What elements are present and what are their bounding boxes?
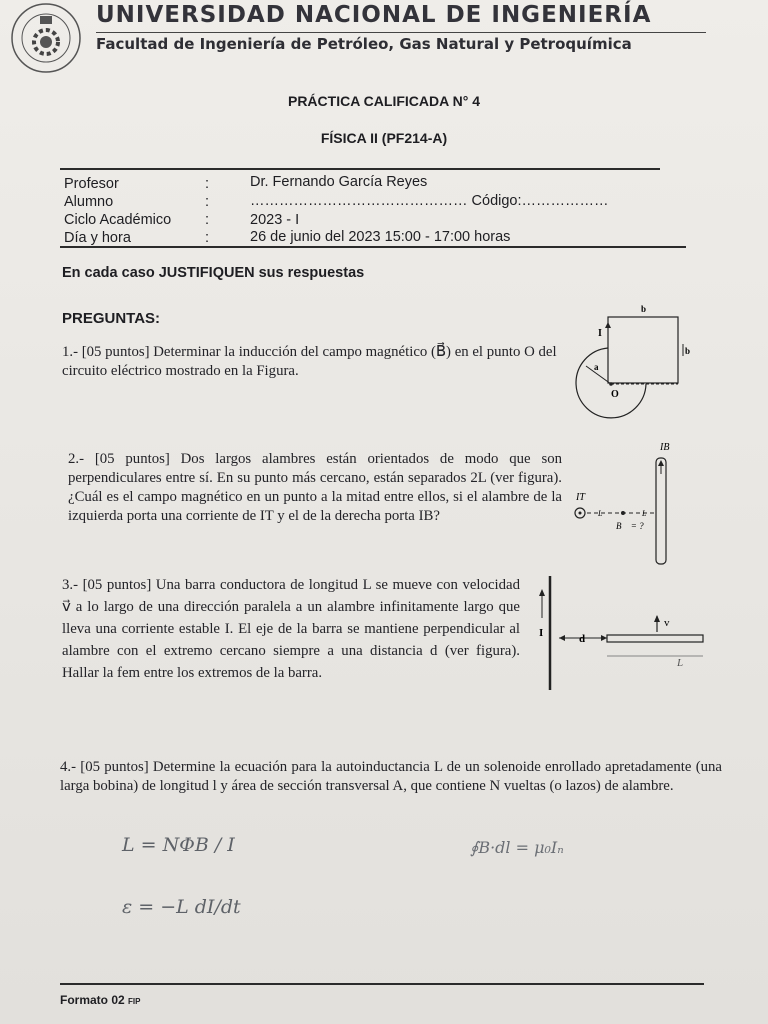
handwritten-inductance-definition: L = NΦB / I bbox=[122, 834, 235, 856]
university-name: UNIVERSIDAD NACIONAL DE INGENIERÍA bbox=[96, 2, 652, 28]
fig2-label-L-right: L bbox=[642, 509, 647, 518]
fig3-label-L: L bbox=[677, 657, 684, 669]
question-4: 4.- [05 puntos] Determine la ecuación para la autoinductancia L de un solenoide enrollado apretadamente (una larga bobina) de longitud l y área de sección transversal A, que contiene N vueltas (o lazos) de alambre. bbox=[60, 759, 722, 794]
figure-2-wires bbox=[568, 436, 688, 570]
figure-1-circuit bbox=[565, 300, 695, 428]
faculty-name: Facultad de Ingeniería de Petróleo, Gas Natural y Petroquímica bbox=[96, 35, 632, 53]
info-top-rule bbox=[60, 168, 660, 170]
question-1: 1.- [05 puntos] Determinar la inducción del campo magnético (B⃗) en el punto O del circuito eléctrico mostrado en la Figura. bbox=[62, 344, 557, 379]
fig2-label-IB: IB bbox=[660, 442, 670, 453]
question-3: 3.- [05 puntos] Una barra conductora de longitud L se mueve con velocidad v⃗ a lo largo de una dirección paralela a un alambre infinitamente largo que lleva una corriente estable I. El eje de la barra se mantiene perpendicular al alambre con el extremo cercano siempre a una distancia d (ver figura). Hallar la fem entre los extremos de la barra. bbox=[62, 577, 520, 681]
fig3-label-v: v bbox=[664, 617, 670, 629]
footer-code: FIP bbox=[128, 997, 141, 1006]
fig3-label-d: d bbox=[579, 633, 586, 645]
fig2-label-IT: IT bbox=[576, 492, 585, 503]
handwritten-emf-equation: ε = −L dI/dt bbox=[122, 896, 241, 918]
info-label-alumno: Alumno bbox=[64, 194, 114, 210]
info-colon: : bbox=[205, 176, 210, 192]
course-title: FÍSICA II (PF214-A) bbox=[320, 130, 448, 146]
fig2-label-B: B⃗ = ? bbox=[616, 521, 644, 531]
info-colon: : bbox=[205, 212, 210, 228]
fig1-label-a: a bbox=[594, 362, 599, 372]
info-value-ciclo: 2023 - I bbox=[250, 212, 300, 228]
footer-rule bbox=[60, 983, 704, 985]
practice-title: PRÁCTICA CALIFICADA N° 4 bbox=[287, 93, 480, 109]
instruction-text: En cada caso JUSTIFIQUEN sus respuestas bbox=[62, 265, 365, 281]
fig1-label-b-top: b bbox=[641, 304, 647, 314]
info-value-alumno: ……………………………………… Código:……………… bbox=[250, 193, 609, 209]
info-label-dia: Día y hora bbox=[64, 230, 131, 246]
info-bottom-rule bbox=[60, 246, 686, 248]
header-divider bbox=[96, 32, 706, 33]
info-label-profesor: Profesor bbox=[64, 176, 119, 192]
figure-3-bar bbox=[533, 572, 713, 696]
fig1-label-b-side: b bbox=[685, 346, 691, 356]
fig1-label-O: O bbox=[611, 389, 619, 400]
footer-format bbox=[60, 993, 140, 1007]
fig1-label-I: I bbox=[598, 328, 602, 339]
fig3-label-I: I bbox=[539, 627, 544, 639]
university-seal-icon bbox=[10, 2, 82, 74]
handwritten-ampere-law: ∮B·dl = μ₀Iₙ bbox=[470, 838, 564, 857]
info-value-dia: 26 de junio del 2023 15:00 - 17:00 horas bbox=[250, 229, 511, 245]
questions-heading: PREGUNTAS: bbox=[62, 310, 161, 327]
fig2-label-L-left: L bbox=[598, 509, 603, 518]
info-label-ciclo: Ciclo Académico bbox=[64, 212, 172, 228]
footer-format-label: Formato 02 bbox=[60, 993, 125, 1007]
info-colon: : bbox=[205, 194, 210, 210]
question-2: 2.- [05 puntos] Dos largos alambres están orientados de modo que son perpendiculares entre sí. En su punto más cercano, están separados 2L (ver figura). ¿Cuál es el campo magnético en un punto a la mitad entre ellos, si el alambre de la izquierda porta una corriente de IT y el de la derecha porta IB? bbox=[68, 451, 562, 524]
info-value-profesor: Dr. Fernando García Reyes bbox=[250, 174, 428, 190]
info-colon: : bbox=[205, 230, 210, 246]
